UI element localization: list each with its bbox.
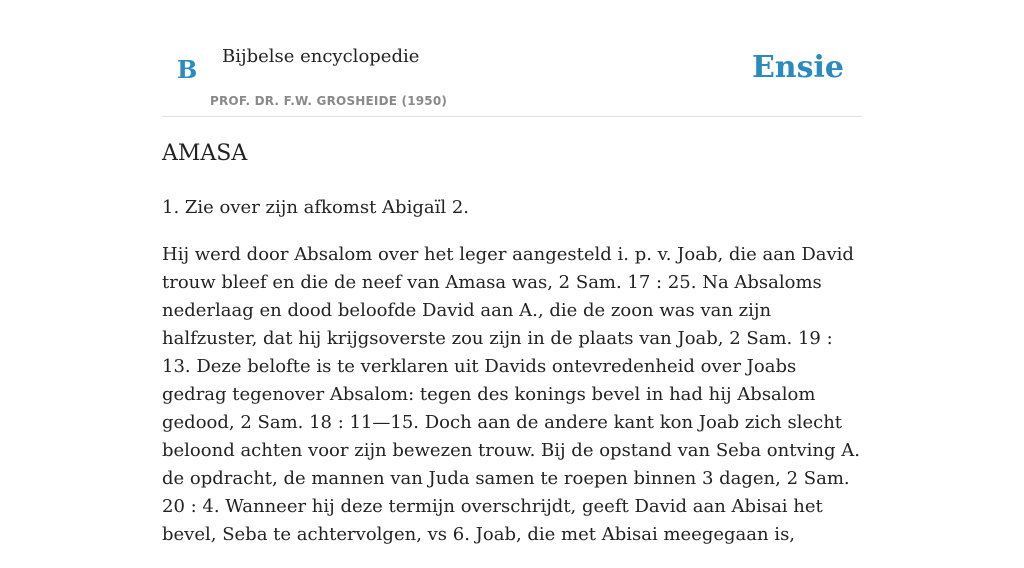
book-title[interactable]: Bijbelse encyclopedie [222,46,420,67]
book-author: PROF. DR. F.W. GROSHEIDE (1950) [210,94,448,108]
article-title: AMASA [162,141,248,166]
article-paragraph: 1. Zie over zijn afkomst Abigaïl 2. [162,197,469,218]
site-logo[interactable]: Ensie [751,50,844,85]
book-logo[interactable]: B [177,55,198,84]
article-paragraph: Hij werd door Absalom over het leger aangesteld i. p. v. Joab, die aan David trouw bleef en die de neef van Amasa was, 2 Sam. 17 : 25. Na Absaloms nederlaag en dood beloofde David aan A., die de zoon was van zijn halfzuster, dat hij krijgsoverste zou zijn in de plaats van Joab, 2 Sam. 19 : 13. Deze belofte is te verklaren uit Davids ontevredenheid over Joabs gedrag tegenover Absalom: tegen des konings bevel in had hij Absalom gedood, 2 Sam. 18 : 11—15. Doch aan de andere kant kon Joab zich slecht beloond achten voor zijn bewezen trouw. Bij de opstand van Seba ontving A. de opdracht, de mannen van Juda samen te roepen binnen 3 dagen, 2 Sam. 20 : 4. Wanneer hij deze termijn overschrijdt, geeft David aan Abisai het bevel, Seba te achtervolgen, vs 6. Joab, die met Abisai meegegaan is, [162,244,860,545]
article [162,138,864,568]
page-header [162,0,862,117]
